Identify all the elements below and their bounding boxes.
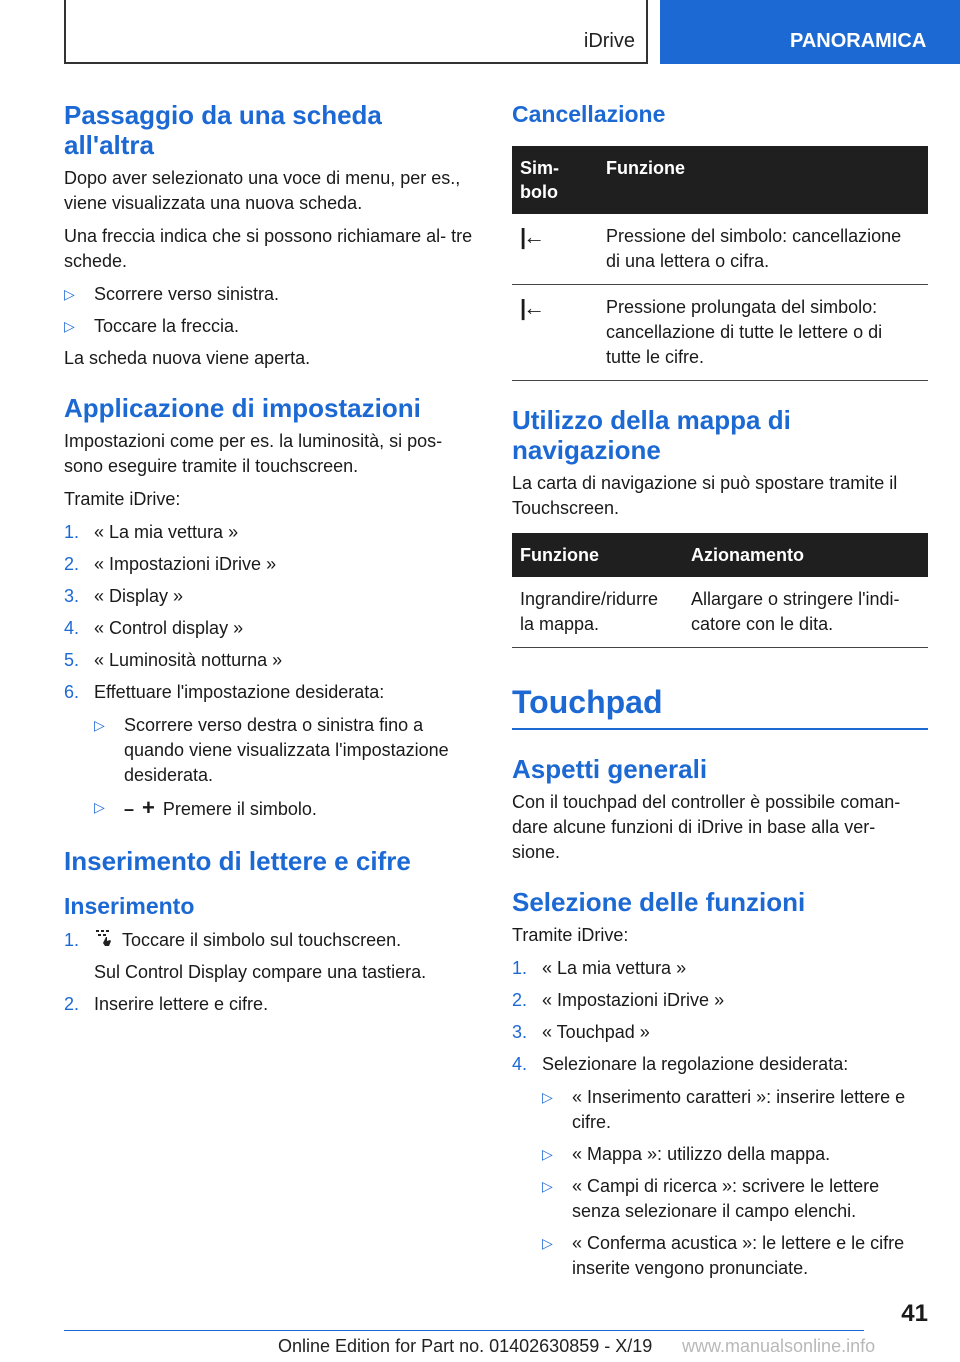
bullet-text: « Conferma acustica »: le lettere e le cifre inserite vengono pronunciate. <box>572 1233 905 1278</box>
step-number: 1. <box>64 522 80 542</box>
table-header-function: Funzione <box>512 533 683 577</box>
sub-bullet-item <box>542 1174 928 1224</box>
bullet-text: Scorrere verso destra o sinistra fino a quando viene visualizzata l'impostazione desiderata. <box>124 715 449 785</box>
step-text: « Control display » <box>94 618 244 638</box>
step-item <box>512 956 928 981</box>
table-header-symbol: Sim- bolo <box>512 146 598 214</box>
sub-bullet-item <box>94 713 480 788</box>
sub-bullet-item <box>542 1231 928 1281</box>
step-item <box>512 1020 928 1045</box>
section-impostazioni <box>64 393 480 822</box>
step-text: « La mia vettura » <box>542 958 687 978</box>
step-number: 6. <box>64 682 80 702</box>
step-item <box>64 680 480 822</box>
bullet-text: « Campi di ricerca »: scrivere le lettere senza selezionare il campo elenchi. <box>572 1176 880 1221</box>
table-row <box>512 214 928 285</box>
section-title: Passaggio da una scheda all'altra <box>64 100 382 160</box>
step-text: « Touchpad » <box>542 1022 650 1042</box>
step-continuation <box>64 960 480 985</box>
step-number: 3. <box>512 1022 528 1042</box>
sub-bullet-item <box>542 1142 928 1167</box>
cancel-table <box>512 146 928 381</box>
bullet-text: Toccare la freccia. <box>94 316 240 336</box>
step-number: 2. <box>512 990 528 1010</box>
step-number: 1. <box>64 930 80 950</box>
triangle-bullet-icon: ▷ <box>94 799 105 815</box>
minus-icon: – <box>124 799 135 819</box>
step-item <box>64 928 480 953</box>
plus-icon: + <box>142 795 155 820</box>
section-inserimento <box>64 846 480 1017</box>
table-cell: Pressione del simbolo: cancellazione di una lettera o cifra. <box>598 214 928 285</box>
section-title: Aspetti generali <box>512 754 708 784</box>
paragraph: Tramite iDrive: <box>512 925 629 945</box>
paragraph: Una freccia indica che si possono richiamare al- tre schede. <box>64 226 473 271</box>
step-number: 1. <box>512 958 528 978</box>
triangle-bullet-icon: ▷ <box>542 1235 553 1251</box>
step-text: « Impostazioni iDrive » <box>94 554 277 574</box>
step-number: 4. <box>64 618 80 638</box>
step-text: Inserire lettere e cifre. <box>94 994 269 1014</box>
table-cell: Pressione prolungata del simbolo: cancellazione di tutte le lettere o di tutte le cifre. <box>598 285 928 381</box>
step-text: Selezionare la regolazione desiderata: <box>542 1054 849 1074</box>
step-item <box>512 988 928 1013</box>
paragraph: Dopo aver selezionato una voce di menu, per es., viene visualizzata una nuova scheda. <box>64 168 461 213</box>
triangle-bullet-icon: ▷ <box>542 1089 553 1105</box>
footer-rule <box>64 1330 864 1331</box>
step-item <box>64 992 480 1017</box>
map-table <box>512 533 928 648</box>
section-title: Applicazione di impostazioni <box>64 393 421 423</box>
table-row <box>512 577 928 648</box>
bullet-text: Premere il simbolo. <box>162 799 317 819</box>
step-text: Sul Control Display compare una tastiera. <box>94 962 427 982</box>
step-number: 2. <box>64 554 80 574</box>
left-column <box>64 100 480 1024</box>
paragraph: Impostazioni come per es. la luminosità, si pos- sono eseguire tramite il touchscreen. <box>64 431 443 476</box>
paragraph: La scheda nuova viene aperta. <box>64 348 311 368</box>
step-number: 4. <box>512 1054 528 1074</box>
paragraph: La carta di navigazione si può spostare tramite il Touchscreen. <box>512 473 898 518</box>
step-text: « Luminosità notturna » <box>94 650 283 670</box>
page-number: 41 <box>901 1300 928 1327</box>
sub-bullet-item <box>94 795 480 822</box>
step-item <box>64 520 480 545</box>
step-item <box>512 1052 928 1281</box>
table-row <box>512 285 928 381</box>
header-section-label: iDrive <box>583 30 635 52</box>
step-text: « La mia vettura » <box>94 522 239 542</box>
section-passaggio <box>64 100 480 371</box>
section-title: Inserimento di lettere e cifre <box>64 846 411 876</box>
keyboard-touch-icon <box>94 928 114 953</box>
edition-text: Online Edition for Part no. 01402630859 - X/19 <box>278 1336 653 1356</box>
bullet-item <box>64 282 480 307</box>
triangle-bullet-icon: ▷ <box>64 286 75 302</box>
triangle-bullet-icon: ▷ <box>64 318 75 334</box>
section-mappa <box>512 405 928 648</box>
step-item <box>64 584 480 609</box>
table-cell: Ingrandire/ridurre la mappa. <box>512 577 683 648</box>
bullet-text: « Inserimento caratteri »: inserire lettere e cifre. <box>572 1087 906 1132</box>
step-text: « Display » <box>94 586 184 606</box>
step-text: Effettuare l'impostazione desiderata: <box>94 682 385 702</box>
chapter-rule <box>512 728 928 730</box>
step-text: Toccare il simbolo sul touchscreen. <box>122 930 402 950</box>
header-box <box>64 0 648 64</box>
step-text: « Impostazioni iDrive » <box>542 990 725 1010</box>
step-number: 3. <box>64 586 80 606</box>
paragraph: Con il touchpad del controller è possibile coman- dare alcune funzioni di iDrive in base alla ver- sione. <box>512 792 901 862</box>
table-header-action: Azionamento <box>683 533 928 577</box>
section-title: Selezione delle funzioni <box>512 887 806 917</box>
section-touchpad <box>512 682 928 1281</box>
section-cancellazione <box>512 100 928 381</box>
chapter-title: Touchpad <box>512 684 663 720</box>
table-cell: Allargare o stringere l'indi- catore con le dita. <box>683 577 928 648</box>
backspace-icon: |← <box>512 214 598 285</box>
step-item <box>64 648 480 673</box>
step-item <box>64 552 480 577</box>
triangle-bullet-icon: ▷ <box>542 1146 553 1162</box>
section-title: Utilizzo della mappa di navigazione <box>512 405 791 465</box>
paragraph: Tramite iDrive: <box>64 489 181 509</box>
backspace-icon: |← <box>512 285 598 381</box>
header-tab-panoramica <box>660 0 960 64</box>
bullet-item <box>64 314 480 339</box>
sub-bullet-item <box>542 1085 928 1135</box>
triangle-bullet-icon: ▷ <box>94 717 105 733</box>
bullet-text: « Mappa »: utilizzo della mappa. <box>572 1144 831 1164</box>
bullet-text: Scorrere verso sinistra. <box>94 284 280 304</box>
subsection-title: Cancellazione <box>512 101 666 127</box>
watermark-text: www.manualsonline.info <box>682 1336 876 1356</box>
right-column <box>512 100 928 1288</box>
step-number: 2. <box>64 994 80 1014</box>
header-tab-label: PANORAMICA <box>790 30 927 52</box>
subsection-title: Inserimento <box>64 893 195 919</box>
triangle-bullet-icon: ▷ <box>542 1178 553 1194</box>
step-number: 5. <box>64 650 80 670</box>
table-header-function: Funzione <box>598 146 928 214</box>
step-item <box>64 616 480 641</box>
